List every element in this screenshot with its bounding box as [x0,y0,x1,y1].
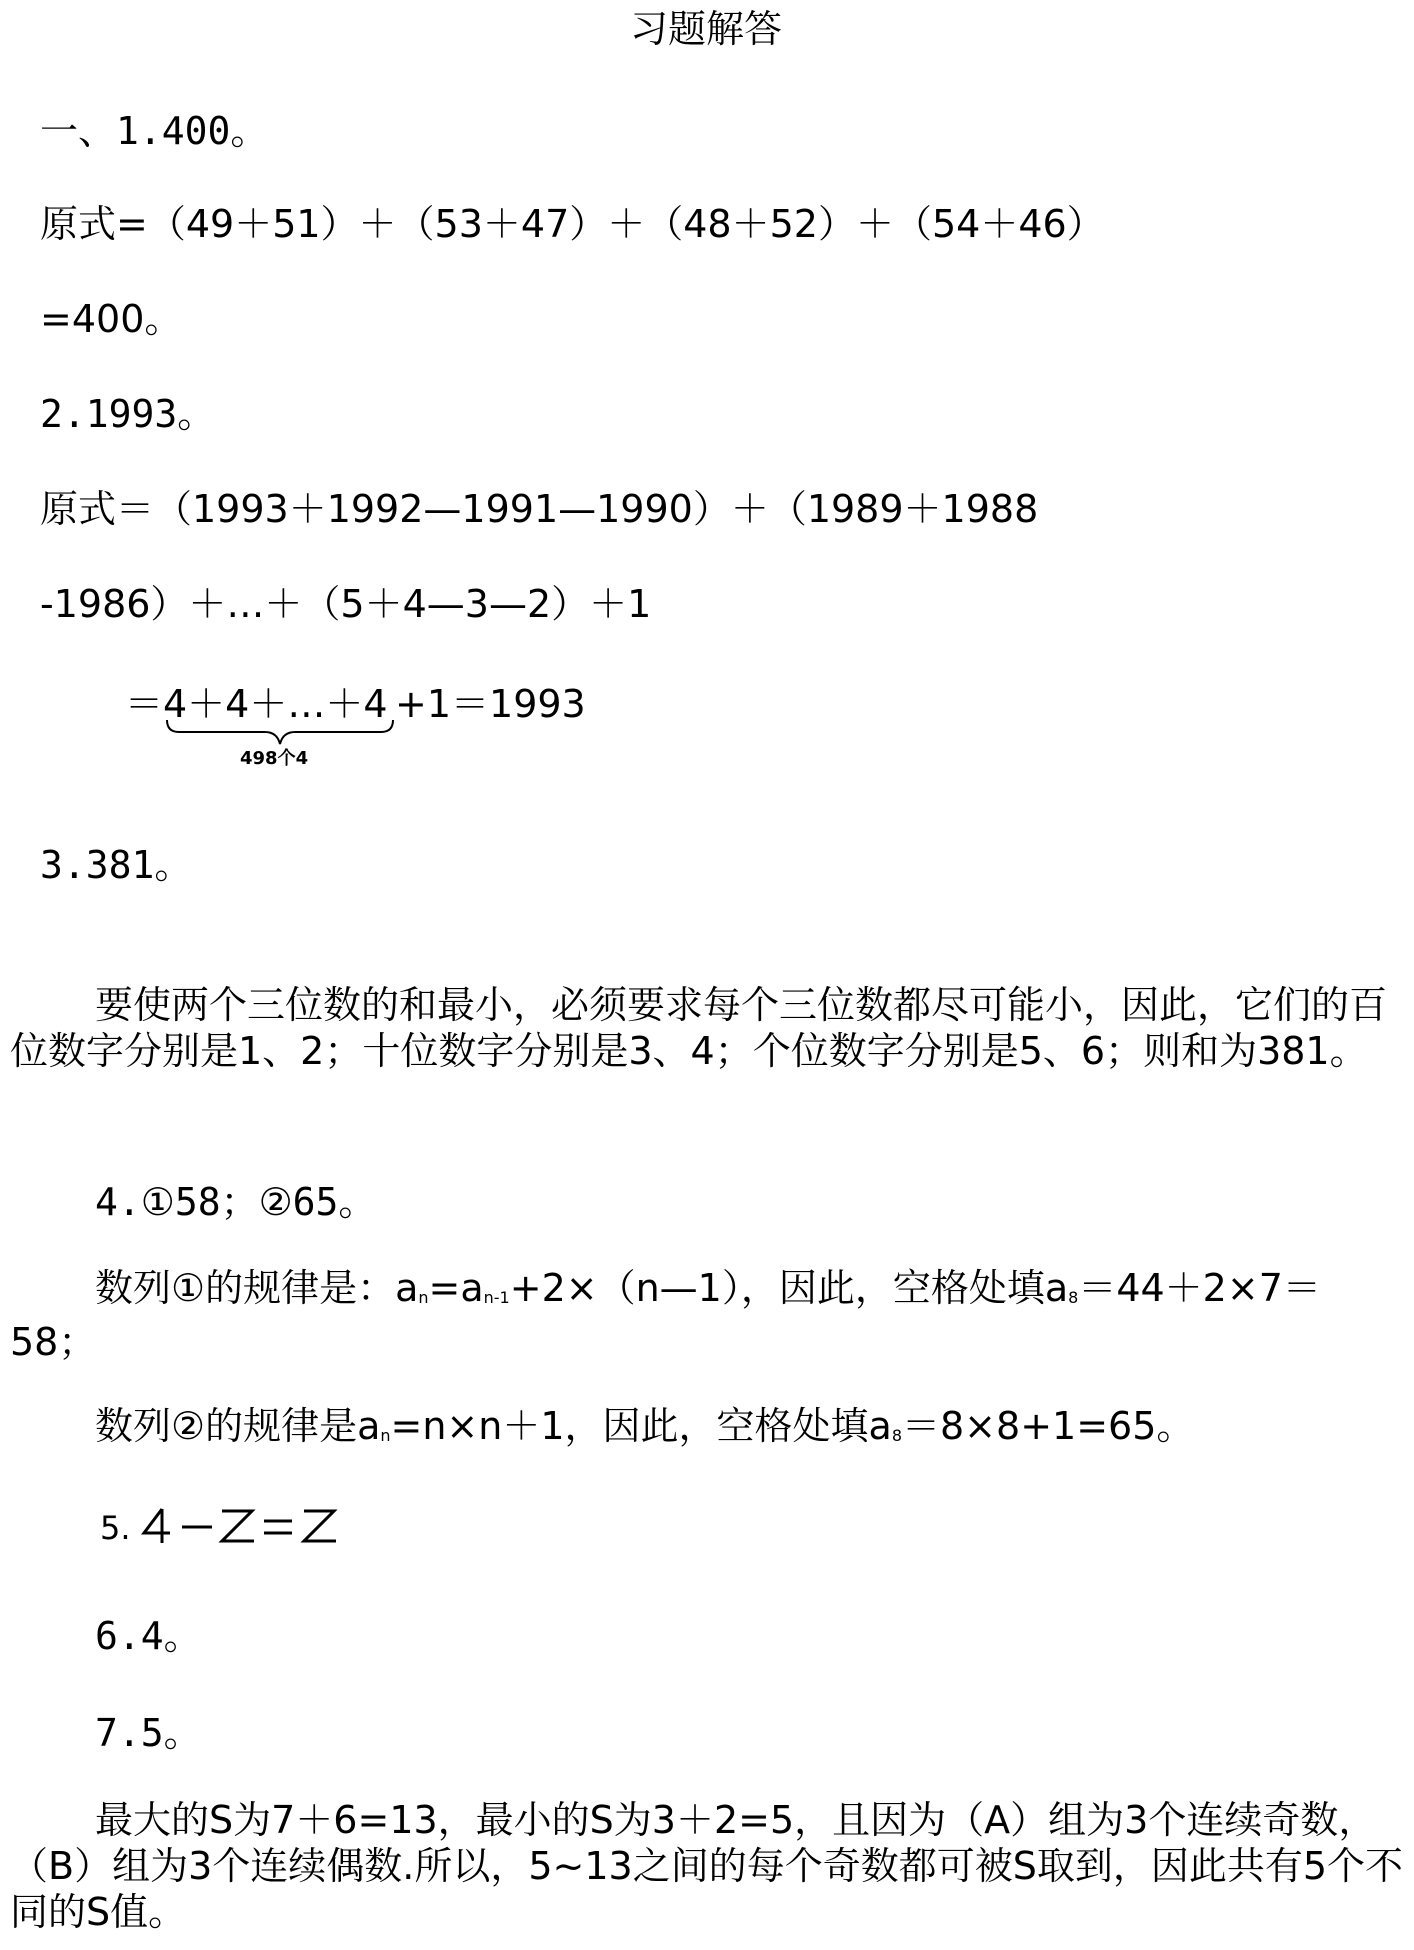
q5-symbol-graphic [140,1505,370,1545]
page-title: 习题解答 [630,7,783,51]
q4-seq2-part-a: 数列②的规律是a [95,1404,381,1448]
underbrace-graphic [165,718,395,748]
q1-line1: 原式=（49＋51）＋（53＋47）＋（48＋52）＋（54＋46） [40,202,1105,246]
q4-seq1-part-c: +2×（n—1），因此，空格处填a [509,1266,1069,1310]
subscript-8: 8 [1068,1288,1079,1307]
q3-explanation [10,982,1405,1074]
q4-seq1-part-a: 数列①的规律是：a [95,1266,419,1310]
q5-heading: 5. [100,1509,131,1547]
q3-heading: 3.381。 [40,843,193,887]
q1-line2: =400。 [40,297,183,341]
q2-line3-left: ＝4＋4＋…＋4 [125,682,388,726]
q2-line3-right: +1＝1993 [395,682,586,726]
underbrace-label: 498个4 [240,748,309,769]
q6-heading: 6.4。 [95,1614,202,1658]
subscript-n: n [380,1426,391,1445]
q3-explanation-text: 要使两个三位数的和最小，必须要求每个三位数都尽可能小，因此，它们的百位数字分别是1、2；十位数字分别是3、4；个位数字分别是5、6；则和为381。 [10,983,1388,1073]
q4-sequence1 [10,1265,1405,1365]
q4-seq2-part-c: ＝8×8+1=65。 [902,1404,1195,1448]
q7-heading: 7.5。 [95,1711,202,1755]
subscript-8: 8 [891,1426,902,1445]
q4-sequence2 [10,1403,1405,1457]
q4-heading: 4.①58；②65。 [95,1180,377,1224]
q7-explanation [10,1797,1405,1935]
q1-heading: 一、1.400。 [40,109,269,153]
q4-seq1-part-d: ＝44＋2×7＝58； [10,1266,1321,1364]
subscript-n-minus-1: n-1 [483,1288,510,1307]
q4-seq1-part-b: =a [428,1266,484,1310]
q2-line2: -1986）＋…＋（5＋4—3—2）＋1 [40,582,652,626]
q2-heading: 2.1993。 [40,392,216,436]
subscript-n: n [418,1288,429,1307]
q2-line1: 原式＝（1993＋1992—1991—1990）＋（1989＋1988 [40,487,1039,531]
q4-seq2-part-b: =n×n＋1，因此，空格处填a [390,1404,892,1448]
q7-explanation-text: 最大的S为7＋6=13，最小的S为3＋2=5，且因为（A）组为3个连续奇数，（B）组为3个连续偶数.所以，5~13之间的每个奇数都可被S取到，因此共有5个不同的S值。 [10,1798,1403,1934]
